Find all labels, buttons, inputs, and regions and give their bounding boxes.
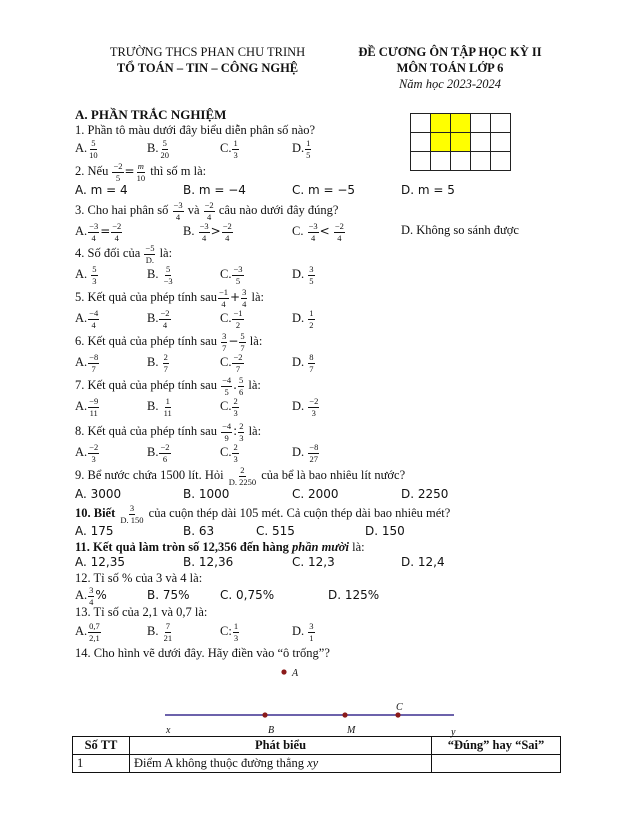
- q4-option-a: A. $\frac{5}{3}$: [75, 264, 97, 286]
- q1-option-b: B. $\frac{5}{20}$: [147, 138, 169, 160]
- row-statement: Điểm A không thuộc đường thẳng xy: [130, 755, 432, 773]
- department-name: TỔ TOÁN – TIN – CÔNG NGHỆ: [116, 61, 299, 75]
- q12-option-b: B. 75%: [147, 588, 190, 602]
- q3-option-a: A. $\frac{-3}{4}$ = $\frac{-2}{4}$: [75, 221, 122, 243]
- question-1: 1. Phần tô màu dưới đây biểu diễn phân số nào?: [75, 123, 316, 137]
- q11-option-d: D. 12,4: [401, 555, 445, 569]
- q9-option-a: A. 3000: [75, 487, 122, 501]
- q5-option-a: A. $\frac{-4}{4}$: [75, 308, 99, 330]
- label-a: A: [292, 668, 299, 679]
- point-m: [342, 712, 347, 717]
- question-10: 10. Biết $\frac{3}{D. 150}$ của cuộn thép dài 105 mét. Cả cuộn thép dài bao nhiêu mét?: [75, 503, 451, 525]
- header-no: Số TT: [73, 737, 130, 755]
- q2-option-a: A. m = 4: [75, 183, 128, 197]
- q12-option-a: A. $\frac{3}{4}$ %: [75, 585, 107, 607]
- question-7: 7. Kết quả của phép tính sau $\frac{-4}{5}$ . $\frac{5}{6}$ là:: [75, 375, 261, 397]
- q10-option-a: A. 175: [75, 524, 114, 538]
- q7-option-a: A. $\frac{-9}{11}$: [75, 396, 99, 418]
- q6-option-b: B. $\frac{2}{7}$: [147, 352, 168, 374]
- q5-option-d: D. $\frac{1}{2}$: [292, 308, 314, 330]
- q11-option-c: C. 12,3: [292, 555, 335, 569]
- q5-option-c: C. $\frac{-1}{2}$: [220, 308, 243, 330]
- section-a-heading: A. PHẦN TRẮC NGHIỆM: [75, 107, 227, 122]
- q11-option-a: A. 12,35: [75, 555, 125, 569]
- q3-option-b: B. $\frac{-3}{4}$ > $\frac{-2}{4}$: [183, 221, 232, 243]
- q7-option-c: C. $\frac{2}{3}$: [220, 396, 238, 418]
- q2-option-b: B. m = −4: [183, 183, 246, 197]
- q1-option-a: A. $\frac{5}{10}$: [75, 138, 98, 160]
- doc-title: ĐỀ CƯƠNG ÔN TẬP HỌC KỲ II: [358, 45, 542, 59]
- q13-option-a: A. $\frac{0,7}{2,1}$: [75, 621, 100, 643]
- q7-option-b: B. $\frac{1}{11}$: [147, 396, 172, 418]
- question-9: 9. Bể nước chứa 1500 lít. Hỏi $\frac{2}{D. 2250}$ của bể là bao nhiêu lít nước?: [75, 465, 406, 487]
- q3-option-c: C. $\frac{-3}{4}$ < $\frac{-2}{4}$: [292, 221, 344, 243]
- point-a: [281, 669, 286, 674]
- row-number: 1: [73, 755, 130, 773]
- q1-option-d: D. $\frac{1}{5}$: [292, 138, 311, 160]
- q9-option-d: D. 2250: [401, 487, 449, 501]
- q6-option-c: C. $\frac{-2}{7}$: [220, 352, 243, 374]
- q5-option-b: B. $\frac{-2}{4}$: [147, 308, 170, 330]
- label-m: M: [347, 725, 356, 736]
- q8-option-c: C. $\frac{2}{3}$: [220, 442, 238, 464]
- q13-option-d: D. $\frac{3}{1}$: [292, 621, 314, 643]
- q4-option-d: D. $\frac{3}{5}$: [292, 264, 314, 286]
- table-row: [73, 755, 561, 773]
- question-3: 3. Cho hai phân số $\frac{-3}{4}$ và $\frac{-2}{4}$ câu nào dưới đây đúng?: [75, 200, 339, 222]
- q6-option-a: A. $\frac{-8}{7}$: [75, 352, 99, 374]
- q2-option-d: D. m = 5: [401, 183, 455, 197]
- doc-subject: MÔN TOÁN LỚP 6: [396, 61, 504, 75]
- fraction-grid: [410, 113, 511, 171]
- header-statement: Phát biểu: [130, 737, 432, 755]
- q9-option-c: C. 2000: [292, 487, 339, 501]
- q2-option-c: C. m = −5: [292, 183, 356, 197]
- q10-option-c: C. 515: [256, 524, 295, 538]
- point-b: [262, 712, 267, 717]
- q8-option-d: D. $\frac{-8}{27}$: [292, 442, 319, 464]
- q13-option-c: C: $\frac{1}{3}$: [220, 621, 239, 643]
- q11-option-b: B. 12,36: [183, 555, 234, 569]
- q1-option-c: C. $\frac{1}{3}$: [220, 138, 238, 160]
- q8-option-b: B. $\frac{-2}{6}$: [147, 442, 170, 464]
- question-14: 14. Cho hình vẽ dưới đây. Hãy điền vào “ô trống”?: [75, 646, 330, 660]
- row-answer-cell[interactable]: [432, 755, 561, 773]
- q4-option-c: C. $\frac{-3}{5}$: [220, 264, 243, 286]
- q12-option-d: D. 125%: [328, 588, 380, 602]
- point-c: [395, 712, 400, 717]
- q12-option-c: C. 0,75%: [220, 588, 275, 602]
- q7-option-d: D. $\frac{-2}{3}$: [292, 396, 319, 418]
- q13-option-b: B. $\frac{7}{21}$: [147, 621, 173, 643]
- true-false-table: [72, 736, 561, 773]
- q9-option-b: B. 1000: [183, 487, 230, 501]
- school-name: TRƯỜNG THCS PHAN CHU TRINH: [109, 45, 306, 59]
- question-12: 12. Tỉ số % của 3 và 4 là:: [75, 571, 203, 585]
- label-c: C: [396, 702, 403, 713]
- label-b: B: [268, 725, 275, 736]
- question-5: 5. Kết quả của phép tính sau $\frac{-1}{4}$ + $\frac{3}{4}$ là:: [75, 287, 264, 309]
- q3-option-d: D. Không so sánh được: [401, 223, 519, 237]
- label-y: y: [451, 727, 456, 738]
- school-year: Năm học 2023-2024: [398, 77, 502, 91]
- question-8: 8. Kết quả của phép tính sau $\frac{-4}{9}$ : $\frac{2}{3}$ là:: [75, 421, 262, 443]
- q6-option-d: D. $\frac{8}{7}$: [292, 352, 314, 374]
- label-x: x: [166, 725, 171, 736]
- q10-option-d: D. 150: [365, 524, 405, 538]
- question-13: 13. Tỉ số của 2,1 và 0,7 là:: [75, 605, 208, 619]
- question-4: 4. Số đối của $\frac{-5}{D.}$ là:: [75, 243, 173, 265]
- question-11: 11. Kết quả làm tròn số 12,356 đến hàng phần mười là:: [75, 540, 365, 554]
- q4-option-b: B. $\frac{5}{-3}$: [147, 264, 173, 286]
- line-figure: [0, 660, 638, 740]
- question-6: 6. Kết quả của phép tính sau $\frac{3}{7}$ − $\frac{5}{7}$ là:: [75, 331, 263, 353]
- header-answer: “Đúng” hay “Sai”: [432, 737, 561, 755]
- q10-option-b: B. 63: [183, 524, 215, 538]
- q8-option-a: A. $\frac{-2}{3}$: [75, 442, 99, 464]
- question-2: 2. Nếu $\frac{-2}{5}$ = $\frac{m}{10}$ thì số m là:: [75, 161, 207, 183]
